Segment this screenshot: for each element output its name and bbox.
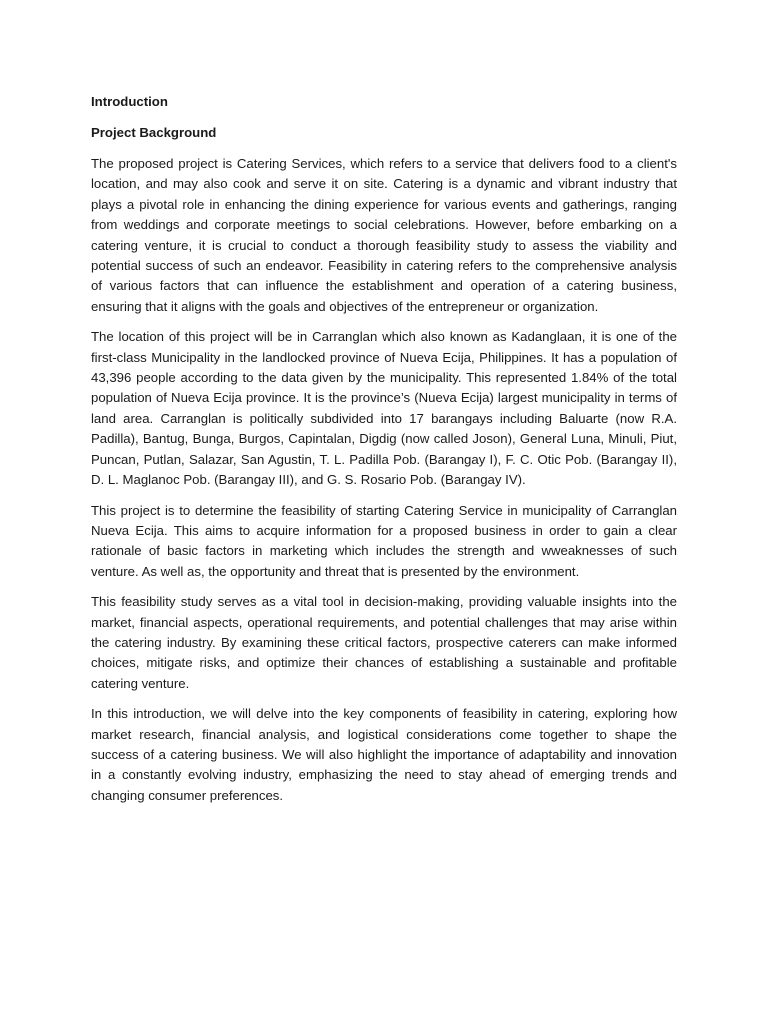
document-body	[91, 92, 677, 816]
paragraph-catering-overview: The proposed project is Catering Services, which refers to a service that delivers food to a client's location, and may also cook and serve it on site. Catering is a dynamic and vibrant industry that plays a pivotal role in enhancing the dining experience for various events and gatherings, ranging from weddings and corporate meetings to social celebrations. However, before embarking on a catering venture, it is crucial to conduct a thorough feasibility study to assess the viability and potential success of such an endeavor. Feasibility in catering refers to the comprehensive analysis of various factors that can influence the establishment and operation of a catering business, ensuring that it aligns with the goals and objectives of the entrepreneur or organization.	[91, 156, 677, 314]
paragraph-introduction-scope: In this introduction, we will delve into the key components of feasibility in catering, exploring how market research, financial analysis, and logistical considerations come together to shape the success of a catering business. We will also highlight the importance of adaptability and innovation in a constantly evolving industry, emphasizing the need to stay ahead of emerging trends and changing consumer preferences.	[91, 706, 677, 803]
heading-project-background: Project Background	[91, 125, 217, 140]
paragraph-location: The location of this project will be in Carranglan which also known as Kadanglaan, it is one of the first-class Municipality in the landlocked province of Nueva Ecija, Philippines. It has a population of 43,396 people according to the data given by the municipality. This represented 1.84% of the total population of Nueva Ecija province. It is the province’s (Nueva Ecija) largest municipality in terms of land area. Carranglan is politically subdivided into 17 barangays including Baluarte (now R.A. Padilla), Bantug, Bunga, Burgos, Capintalan, Digdig (now called Joson), General Luna, Minuli, Piut, Puncan, Putlan, Salazar, San Agustin, T. L. Padilla Pob. (Barangay I), F. C. Otic Pob. (Barangay II), D. L. Maglanoc Pob. (Barangay III), and G. S. Rosario Pob. (Barangay IV).	[91, 329, 677, 488]
paragraph-project-purpose: This project is to determine the feasibility of starting Catering Service in municipality of Carranglan Nueva Ecija. This aims to acquire information for a proposed business in order to gain a clear rationale of basic factors in marketing which includes the strength and wweaknesses of such venture. As well as, the opportunity and threat that is presented by the environment.	[91, 502, 677, 579]
paragraph-feasibility-tool: This feasibility study serves as a vital tool in decision-making, providing valuable insights into the market, financial aspects, operational requirements, and potential challenges that may arise within the catering industry. By examining these critical factors, prospective caterers can make informed choices, mitigate risks, and optimize their chances of establishing a sustainable and profitable catering venture.	[91, 594, 677, 691]
heading-introduction: Introduction	[91, 94, 168, 109]
